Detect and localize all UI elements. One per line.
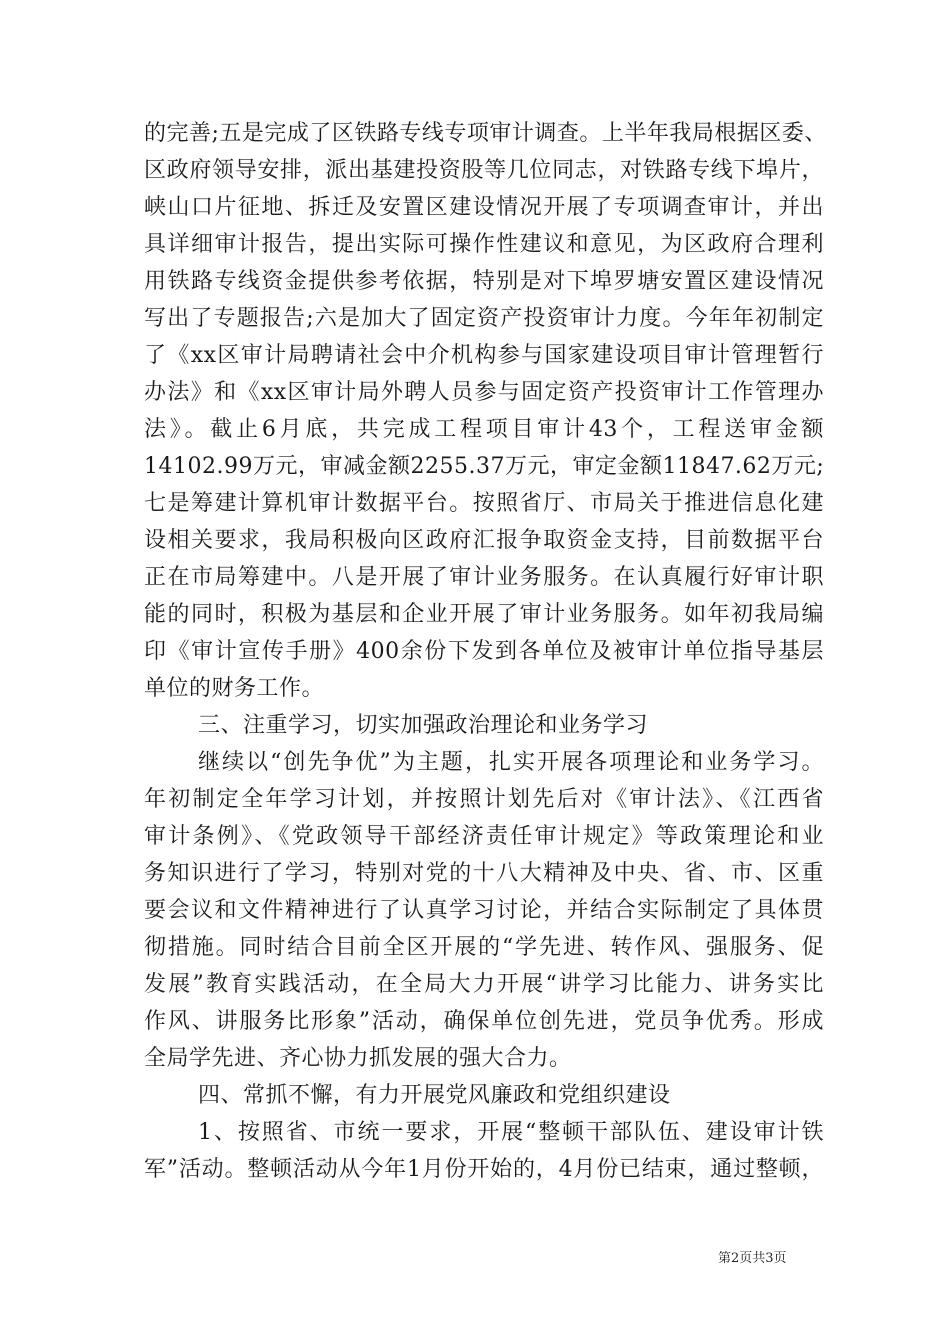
paragraph-line: 正在市局筹建中。八是开展了审计业务服务。在认真履行好审计职 <box>144 565 824 590</box>
paragraph-line: 印《审计宣传手册》400余份下发到各单位及被审计单位指导基层 <box>144 639 824 664</box>
paragraph-line: 区政府领导安排，派出基建投资股等几位同志，对铁路专线下埠片， <box>144 158 824 183</box>
paragraph-line: 写出了专题报告;六是加大了固定资产投资审计力度。今年年初制定 <box>144 306 824 331</box>
paragraph-line: 全局学先进、齐心协力抓发展的强大合力。 <box>144 1046 572 1071</box>
paragraph-line: 单位的财务工作。 <box>144 676 325 701</box>
paragraph-line: 14102.99万元，审减金额2255.37万元，审定金额11847.62万元; <box>144 454 825 479</box>
page-number-footer: 第2页共3页 <box>718 1251 787 1266</box>
paragraph-line: 1、按照省、市统一要求，开展“整顿干部队伍、建设审计铁 <box>198 1120 824 1145</box>
paragraph-line: 办法》和《xx区审计局外聘人员参与固定资产投资审计工作管理办 <box>144 380 824 405</box>
paragraph-line: 作风、讲服务比形象”活动，确保单位创先进，党员争优秀。形成 <box>144 1009 824 1034</box>
paragraph-line: 审计条例》、《党政领导干部经济责任审计规定》等政策理论和业 <box>144 824 824 849</box>
paragraph-line: 具详细审计报告，提出实际可操作性建议和意见，为区政府合理利 <box>144 232 824 257</box>
paragraph-line: 了《xx区审计局聘请社会中介机构参与国家建设项目审计管理暂行 <box>144 343 824 368</box>
paragraph-line: 的完善;五是完成了区铁路专线专项审计调查。上半年我局根据区委、 <box>144 121 827 146</box>
paragraph-line: 军”活动。整顿活动从今年1月份开始的，4月份已结束，通过整顿， <box>144 1157 824 1182</box>
paragraph-line: 年初制定全年学习计划，并按照计划先后对《审计法》、《江西省 <box>144 787 824 812</box>
paragraph-line: 发展”教育实践活动，在全局大力开展“讲学习比能力、讲务实比 <box>144 972 824 997</box>
paragraph-line: 务知识进行了学习，特别对党的十八大精神及中央、省、市、区重 <box>144 861 824 886</box>
paragraph-line: 要会议和文件精神进行了认真学习讨论，并结合实际制定了具体贯 <box>144 898 824 923</box>
paragraph-line: 用铁路专线资金提供参考依据，特别是对下埠罗塘安置区建设情况 <box>144 269 824 294</box>
paragraph-line: 继续以“创先争优”为主题，扎实开展各项理论和业务学习。 <box>198 750 824 775</box>
section-heading: 三、注重学习，切实加强政治理论和业务学习 <box>198 713 649 738</box>
paragraph-line: 法》。截止6月底，共完成工程项目审计43个，工程送审金额 <box>144 417 824 442</box>
section-heading: 四、常抓不懈，有力开展党风廉政和党组织建设 <box>198 1083 671 1108</box>
paragraph-line: 峡山口片征地、拆迁及安置区建设情况开展了专项调查审计，并出 <box>144 195 824 220</box>
paragraph-line: 设相关要求，我局积极向区政府汇报争取资金支持，目前数据平台 <box>144 528 824 553</box>
paragraph-line: 彻措施。同时结合目前全区开展的“学先进、转作风、强服务、促 <box>144 935 824 960</box>
paragraph-line: 能的同时，积极为基层和企业开展了审计业务服务。如年初我局编 <box>144 602 824 627</box>
paragraph-line: 七是筹建计算机审计数据平台。按照省厅、市局关于推进信息化建 <box>144 491 824 516</box>
